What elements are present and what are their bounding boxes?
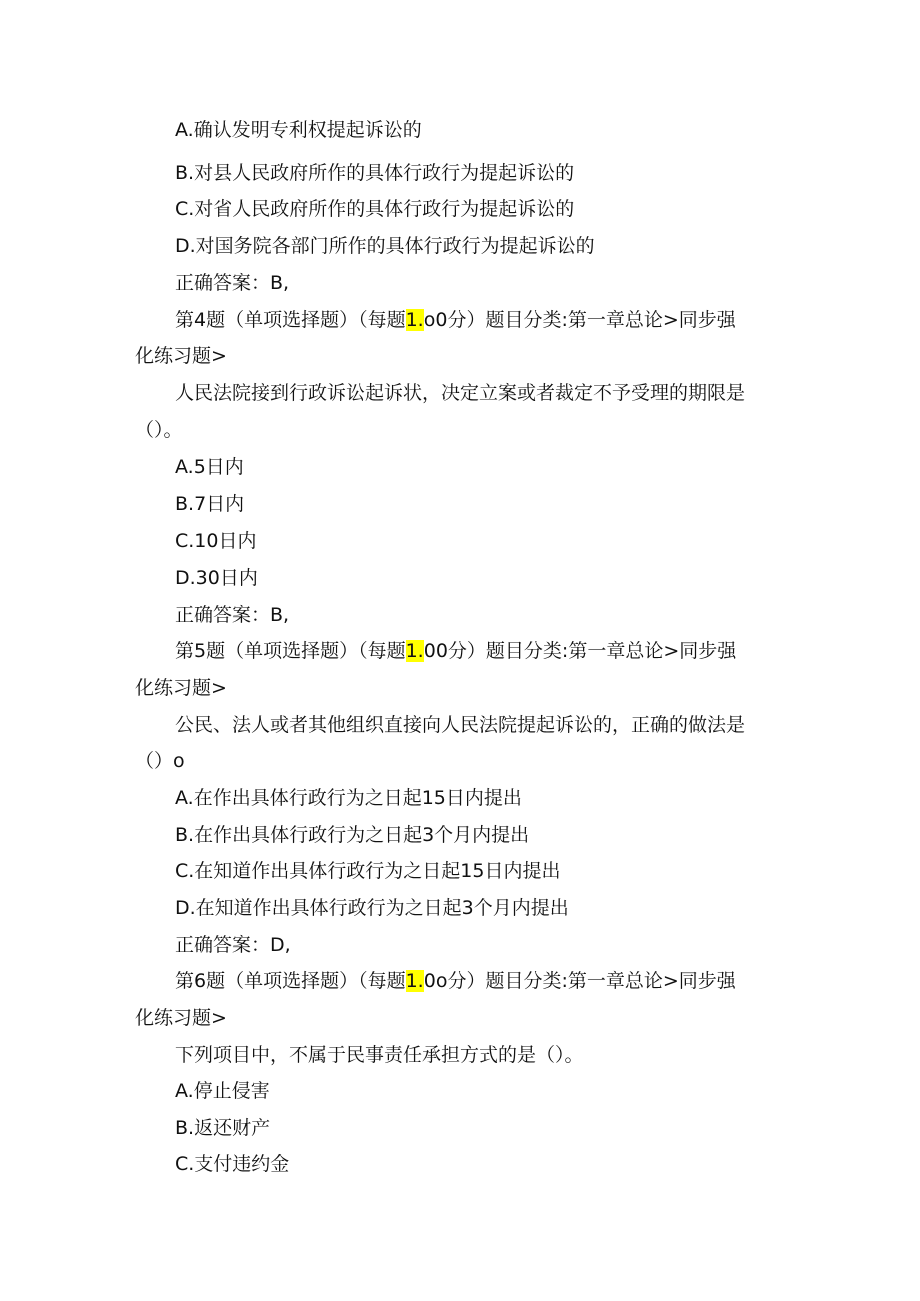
- prev-option-a: A.确认发明专利权提起诉讼的: [175, 119, 422, 141]
- q4-header-prefix: 第4题（单项选择题）（每题: [175, 309, 406, 331]
- q4-option-a: A.5日内: [175, 456, 244, 478]
- q6-header-prefix: 第6题（单项选择题）（每题: [175, 970, 406, 992]
- q5-header-suffix: 00分）题目分类:第一章总论>同步强: [423, 640, 737, 662]
- q5-header-line2: 化练习题>: [135, 677, 227, 699]
- q6-option-a: A.停止侵害: [175, 1080, 270, 1102]
- q5-score-highlight: 1.: [405, 640, 424, 662]
- q5-stem: 公民、法人或者其他组织直接向人民法院提起诉讼的，正确的做法是: [175, 714, 746, 736]
- q5-stem-line2: （）o: [135, 750, 185, 772]
- q4-score-highlight: 1.: [405, 309, 424, 331]
- q6-stem: 下列项目中，不属于民事责任承担方式的是（）。: [175, 1044, 584, 1066]
- q6-option-c: C.支付违约金: [175, 1153, 290, 1175]
- q4-header-suffix: o0分）题目分类:第一章总论>同步强: [423, 309, 736, 331]
- q6-score-highlight: 1.: [405, 970, 424, 992]
- q5-header: [175, 636, 736, 666]
- q5-option-c: C.在知道作出具体行政行为之日起15日内提出: [175, 860, 561, 882]
- q4-header: [175, 305, 736, 335]
- q4-option-d: D.30日内: [175, 567, 258, 589]
- prev-option-c: C.对省人民政府所作的具体行政行为提起诉讼的: [175, 198, 575, 220]
- q6-option-b: B.返还财产: [175, 1117, 271, 1139]
- prev-option-b: B.对县人民政府所作的具体行政行为提起诉讼的: [175, 162, 575, 184]
- q5-option-d: D.在知道作出具体行政行为之日起3个月内提出: [175, 897, 569, 919]
- q4-stem: 人民法院接到行政诉讼起诉状，决定立案或者裁定不予受理的期限是: [175, 382, 746, 404]
- q4-header-line2: 化练习题>: [135, 345, 227, 367]
- q4-stem-line2: （）。: [135, 419, 183, 441]
- q6-header: [175, 966, 736, 996]
- q4-option-c: C.10日内: [175, 530, 257, 552]
- q5-option-a: A.在作出具体行政行为之日起15日内提出: [175, 787, 522, 809]
- q6-header-suffix: 0o分）题目分类:第一章总论>同步强: [423, 970, 736, 992]
- q4-option-b: B.7日内: [175, 493, 245, 515]
- prev-answer: 正确答案：B,: [175, 272, 290, 294]
- q4-answer: 正确答案：B,: [175, 604, 290, 626]
- prev-option-d: D.对国务院各部门所作的具体行政行为提起诉讼的: [175, 235, 595, 257]
- q5-header-prefix: 第5题（单项选择题）（每题: [175, 640, 406, 662]
- q5-option-b: B.在作出具体行政行为之日起3个月内提出: [175, 824, 530, 846]
- q5-answer: 正确答案：D,: [175, 934, 291, 956]
- q6-header-line2: 化练习题>: [135, 1007, 227, 1029]
